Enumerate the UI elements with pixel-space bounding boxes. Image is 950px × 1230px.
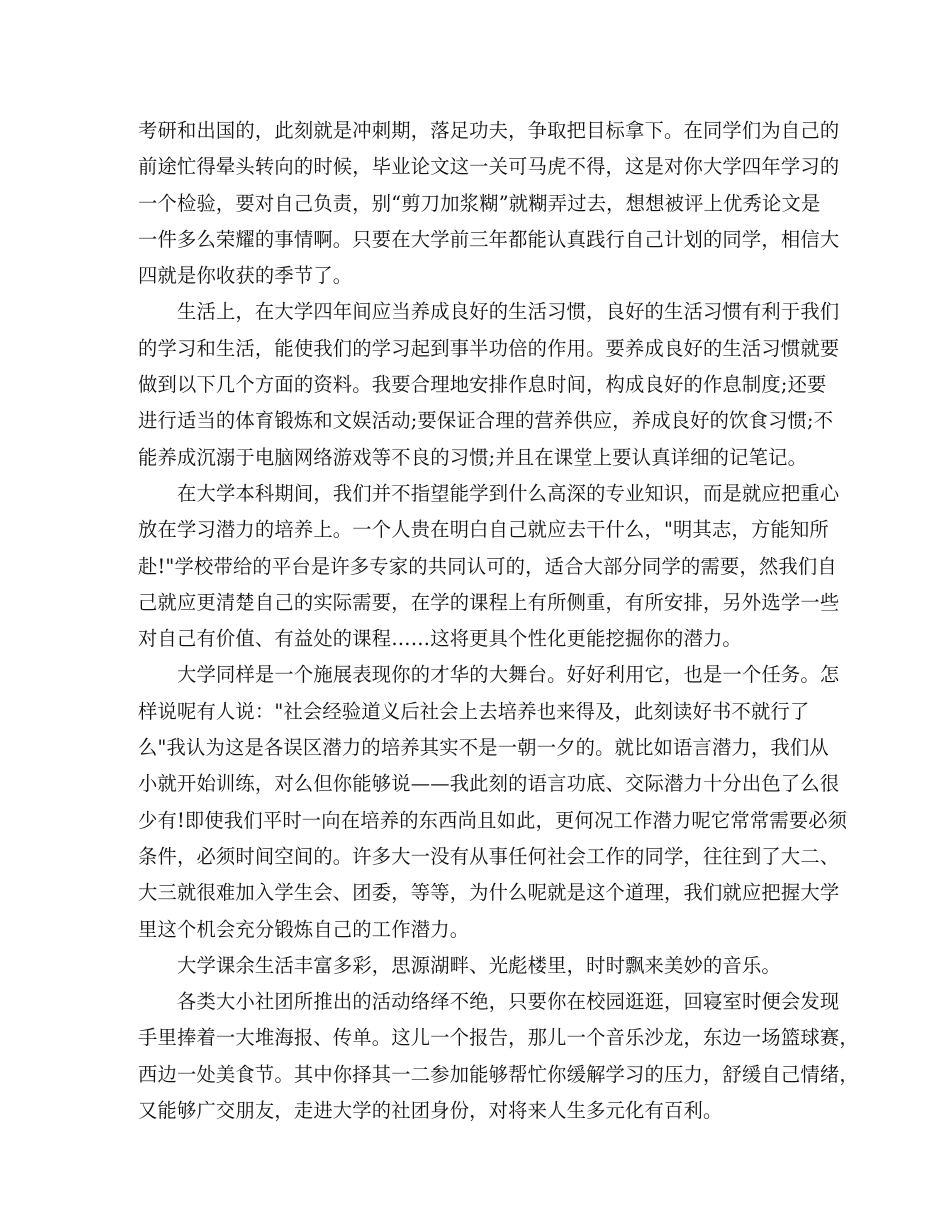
text-line: 一件多么荣耀的事情啊。只要在大学前三年都能认真践行自己计划的同学，相信大 xyxy=(138,227,840,251)
text-line: 少有!即使我们平时一向在培养的东西尚且如此，更何况工作潜力呢它常常需要必须 xyxy=(138,808,848,832)
text-line: 进行适当的体育锻炼和文娱活动;要保证合理的营养供应，养成良好的饮食习惯;不 xyxy=(138,409,834,433)
text-line: 对自己有价值、有益处的课程……这将更具个性化更能挖掘你的潜力。 xyxy=(138,627,742,651)
paragraph-first-line: 各类大小社团所推出的活动络绎不绝，只要你在校园逛逛，回寝室时便会发现 xyxy=(177,990,840,1014)
paragraph-first-line: 大学同样是一个施展表现你的才华的大舞台。好好利用它，也是一个任务。怎 xyxy=(177,663,840,687)
text-line: 前途忙得晕头转向的时候，毕业论文这一关可马虎不得，这是对你大学四年学习的 xyxy=(138,155,840,179)
text-line: 一个检验，要对自己负责，别“剪刀加浆糊”就糊弄过去，想想被评上优秀论文是 xyxy=(138,191,821,215)
text-line: 己就应更清楚自己的实际需要，在学的课程上有所侧重，有所安排，另外选学一些 xyxy=(138,590,840,614)
text-line: 四就是你收获的季节了。 xyxy=(138,264,353,288)
paragraph-first-line: 在大学本科期间，我们并不指望能学到什么高深的专业知识，而是就应把重心 xyxy=(177,481,840,505)
text-line: 大三就很难加入学生会、团委，等等，为什么呢就是这个道理，我们就应把握大学 xyxy=(138,881,840,905)
text-line: 赴!"学校带给的平台是许多专家的共同认可的，适合大部分同学的需要，然我们自 xyxy=(138,554,837,578)
paragraph-first-line: 生活上，在大学四年间应当养成良好的生活习惯，良好的生活习惯有利于我们 xyxy=(177,300,840,324)
text-line: 放在学习潜力的培养上。一个人贵在明白自己就应去干什么，"明其志，方能知所 xyxy=(138,518,829,542)
text-line: 做到以下几个方面的资料。我要合理地安排作息时间，构成良好的作息制度;还要 xyxy=(138,373,827,397)
text-line: 的学习和生活，能使我们的学习起到事半功倍的作用。要养成良好的生活习惯就要 xyxy=(138,336,840,360)
text-line: 考研和出国的，此刻就是冲刺期，落足功夫，争取把目标拿下。在同学们为自己的 xyxy=(138,119,840,142)
text-line: 么"我认为这是各误区潜力的培养其实不是一朝一夕的。就比如语言潜力，我们从 xyxy=(138,736,829,760)
paragraph-first-line: 大学课余生活丰富多彩，思源湖畔、光彪楼里，时时飘来美妙的音乐。 xyxy=(177,953,781,977)
text-line: 里这个机会充分锻炼自己的工作潜力。 xyxy=(138,917,470,941)
text-line: 样说呢有人说："社会经验道义后社会上去培养也来得及，此刻读好书不就行了 xyxy=(138,699,810,723)
text-line: 西边一处美食节。其中你择其一二参加能够帮忙你缓解学习的压力，舒缓自己情绪， xyxy=(138,1062,859,1086)
body-text xyxy=(138,113,859,1129)
text-line: 条件，必须时间空间的。许多大一没有从事任何社会工作的同学，往往到了大二、 xyxy=(138,844,840,868)
text-line: 小就开始训练，对么但你能够说——我此刻的语言功底、交际潜力十分出色了么很 xyxy=(138,772,840,796)
text-line: 能养成沉溺于电脑网络游戏等不良的习惯;并且在课堂上要认真详细的记笔记。 xyxy=(138,445,808,469)
text-line: 又能够广交朋友，走进大学的社团身份，对将来人生多元化有百利。 xyxy=(138,1099,723,1123)
text-line: 手里捧着一大堆海报、传单。这儿一个报告，那儿一个音乐沙龙，东边一场篮球赛， xyxy=(138,1026,859,1050)
